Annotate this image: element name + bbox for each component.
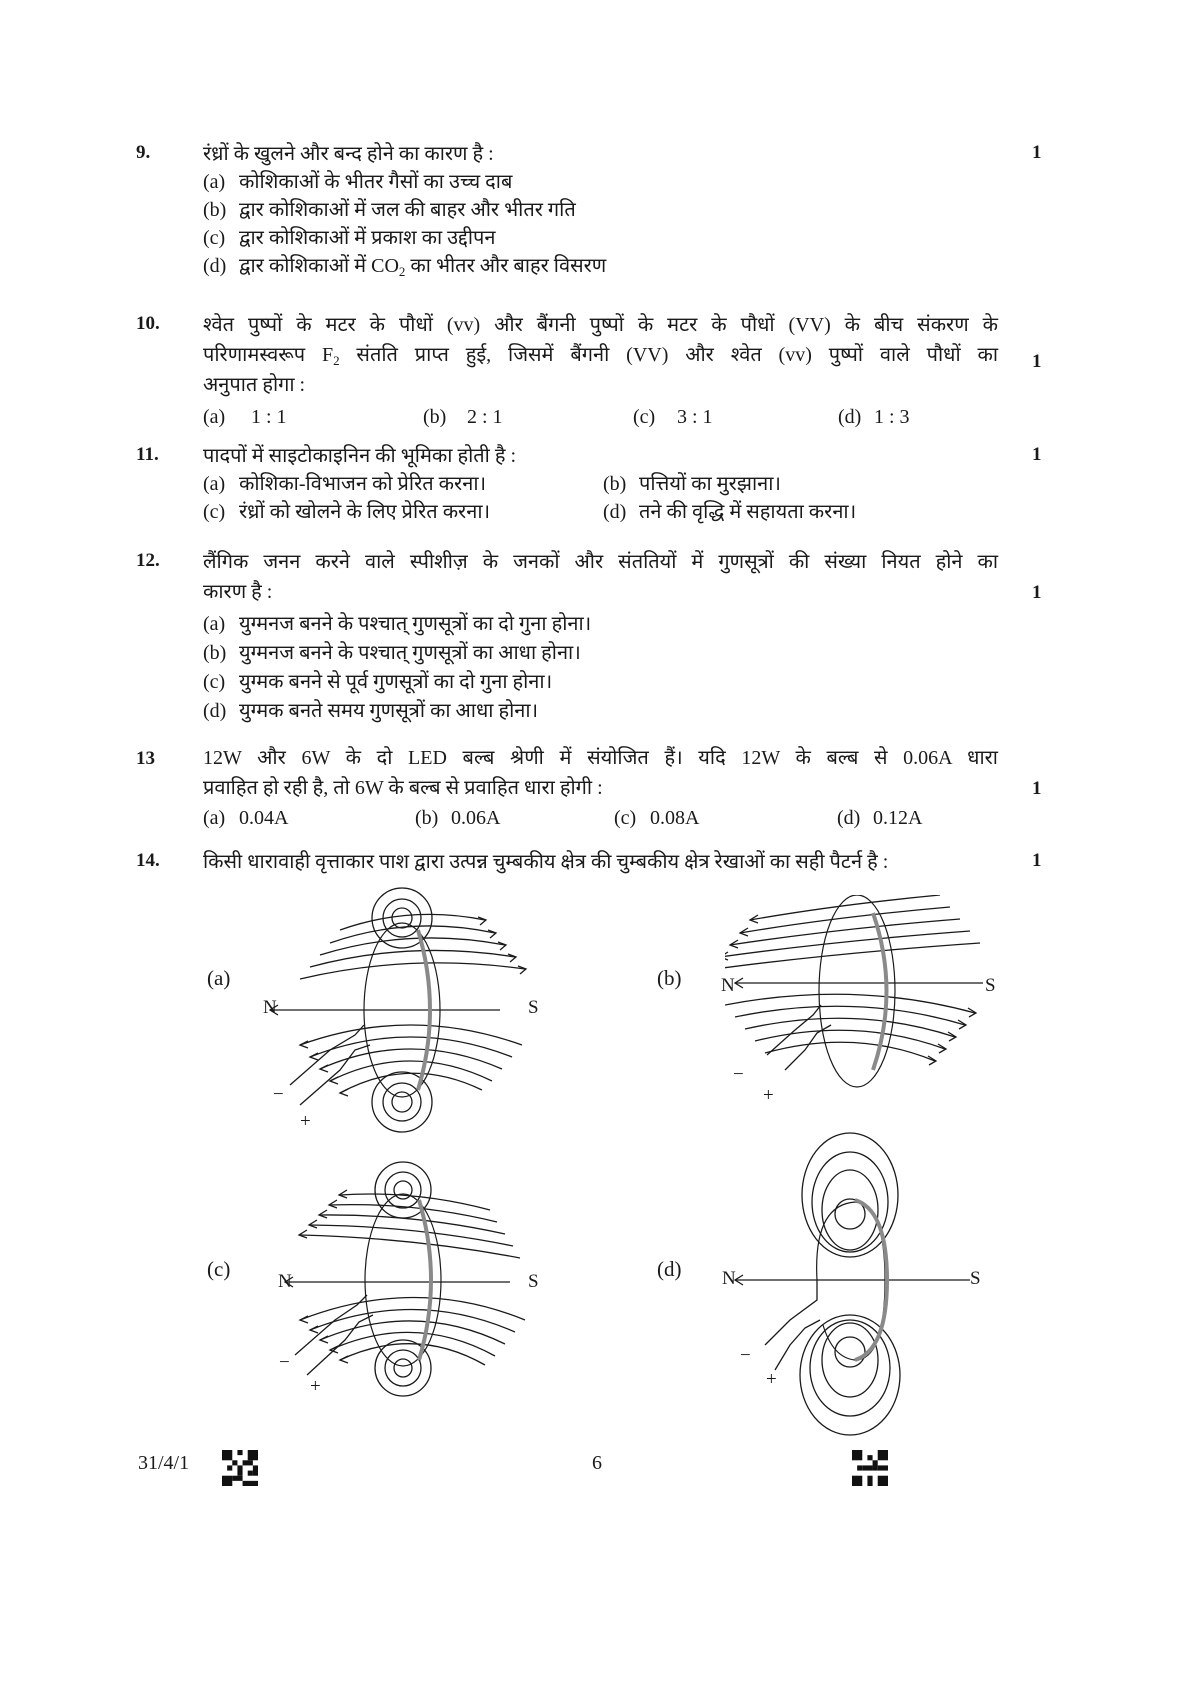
option-label: (d) xyxy=(203,255,227,277)
option-text: रंध्रों को खोलने के लिए प्रेरित करना। xyxy=(239,501,491,523)
option-b xyxy=(203,639,581,667)
option-label: (b) xyxy=(423,406,447,428)
figure-a-field-lines-diagram xyxy=(260,885,560,1140)
figure-b-plus: + xyxy=(763,1085,774,1106)
question-number: 12. xyxy=(136,550,160,571)
question-number: 11. xyxy=(136,444,159,465)
qr-code-icon xyxy=(852,1450,888,1486)
option-text: 0.06A xyxy=(451,807,501,829)
option-text: 0.08A xyxy=(650,807,700,829)
option-label: (a) xyxy=(203,171,226,193)
option-text: द्वार कोशिकाओं में प्रकाश का उद्दीपन xyxy=(239,227,496,249)
figure-c-plus: + xyxy=(310,1376,321,1397)
option-label: (a) xyxy=(203,613,226,635)
option-label: (c) xyxy=(614,807,637,829)
question-text-line-1: 12W और 6W के दो LED बल्ब श्रेणी में संयोजित हैं। यदि 12W के बल्ब से 0.06A धारा xyxy=(203,747,998,769)
option-b xyxy=(415,804,500,832)
question-text-line-3: अनुपात होगा : xyxy=(203,374,306,396)
paper-code: 31/4/1 xyxy=(138,1452,190,1474)
figure-label-d: (d) xyxy=(657,1257,682,1281)
option-label: (c) xyxy=(203,227,226,249)
option-text: युग्मक बनने से पूर्व गुणसूत्रों का दो गुना होना। xyxy=(239,671,553,693)
figure-label-c: (c) xyxy=(207,1257,231,1281)
option-c xyxy=(614,804,699,832)
figure-c-south: S xyxy=(528,1271,539,1292)
question-text-line-2: प्रवाहित हो रही है, तो 6W के बल्ब से प्रवाहित धारा होगी : xyxy=(203,777,603,799)
option-c xyxy=(203,498,490,526)
option-text: पत्तियों का मुरझाना। xyxy=(639,473,781,495)
option-label: (c) xyxy=(203,501,226,523)
option-label: (d) xyxy=(203,700,227,722)
figure-a-north: N xyxy=(263,997,277,1018)
option-text: 1 : 3 xyxy=(874,406,910,428)
option-text: तने की वृद्धि में सहायता करना। xyxy=(639,501,857,523)
question-text: किसी धारावाही वृत्ताकार पाश द्वारा उत्पन्न चुम्बकीय क्षेत्र की चुम्बकीय क्षेत्र रेखाओं का सही पैटर्न है : xyxy=(203,851,889,873)
figure-b-south: S xyxy=(985,975,996,996)
option-label: (a) xyxy=(203,473,226,495)
question-text-line-2 xyxy=(203,341,998,369)
option-a xyxy=(203,470,486,498)
figure-label-a: (a) xyxy=(207,966,231,990)
page-number: 6 xyxy=(592,1452,602,1474)
question-number: 13 xyxy=(136,748,155,769)
option-a xyxy=(203,610,591,638)
question-text-line-1: श्वेत पुष्पों के मटर के पौधों (vv) और बैंगनी पुष्पों के मटर के पौधों (VV) के बीच संकरण के xyxy=(203,314,998,336)
figure-c-field-lines-diagram xyxy=(275,1160,555,1400)
option-label: (b) xyxy=(415,807,439,829)
marks: 1 xyxy=(1032,582,1042,603)
question-text: पादपों में साइटोकाइनिन की भूमिका होती है : xyxy=(203,445,517,467)
question-text-line-1: लैंगिक जनन करने वाले स्पीशीज़ के जनकों और संततियों में गुणसूत्रों की संख्या नियत होने का xyxy=(203,551,998,573)
option-text: युग्मनज बनने के पश्चात् गुणसूत्रों का दो गुना होना। xyxy=(239,613,592,635)
option-label: (a) xyxy=(203,807,226,829)
question-text-line-2: कारण है : xyxy=(203,581,273,603)
option-d xyxy=(837,804,922,832)
marks: 1 xyxy=(1032,142,1042,163)
option-b xyxy=(603,470,781,498)
question-number: 10. xyxy=(136,313,160,334)
qr-code-icon xyxy=(222,1450,258,1486)
option-label: (c) xyxy=(633,406,656,428)
option-text: युग्मक बनते समय गुणसूत्रों का आधा होना। xyxy=(239,700,539,722)
option-d xyxy=(203,697,538,725)
question-number: 14. xyxy=(136,850,160,871)
marks: 1 xyxy=(1032,778,1042,799)
text: संतति प्राप्त हुई, जिसमें बैंगनी (VV) और श्वेत (vv) पुष्पों वाले पौधों का xyxy=(339,344,999,366)
marks: 1 xyxy=(1032,351,1042,372)
option-b xyxy=(203,196,576,224)
figure-a-minus: − xyxy=(273,1084,284,1105)
figure-d-minus: − xyxy=(740,1345,751,1366)
option-text: 2 : 1 xyxy=(467,406,503,428)
option-text: द्वार कोशिकाओं में जल की बाहर और भीतर गति xyxy=(239,199,576,221)
option-label: (b) xyxy=(203,642,227,664)
figure-c-north: N xyxy=(278,1271,292,1292)
option-label: (d) xyxy=(603,501,627,523)
figure-b-minus: − xyxy=(733,1064,744,1085)
option-label: (b) xyxy=(203,199,227,221)
figure-label-b: (b) xyxy=(657,966,682,990)
option-c xyxy=(633,403,713,431)
option-label: (d) xyxy=(837,807,861,829)
option-a xyxy=(203,168,512,196)
option-label: (c) xyxy=(203,671,226,693)
option-b xyxy=(423,403,503,431)
figure-a-south: S xyxy=(528,997,539,1018)
marks: 1 xyxy=(1032,444,1042,465)
option-text: कोशिका-विभाजन को प्रेरित करना। xyxy=(239,473,487,495)
option-text: द्वार कोशिकाओं में CO xyxy=(239,255,399,277)
option-text-cont: का भीतर और बाहर विसरण xyxy=(405,255,607,277)
option-text: 3 : 1 xyxy=(677,406,713,428)
option-label: (b) xyxy=(603,473,627,495)
figure-c-minus: − xyxy=(279,1352,290,1373)
option-c xyxy=(203,668,552,696)
question-number: 9. xyxy=(136,142,151,163)
option-d xyxy=(838,403,910,431)
option-c xyxy=(203,224,495,252)
figure-d-north: N xyxy=(722,1268,736,1289)
marks: 1 xyxy=(1032,850,1042,871)
option-d xyxy=(203,252,606,280)
figure-a-plus: + xyxy=(300,1111,311,1132)
option-text: कोशिकाओं के भीतर गैसों का उच्च दाब xyxy=(239,171,513,193)
option-text: युग्मनज बनने के पश्चात् गुणसूत्रों का आधा होना। xyxy=(239,642,581,664)
option-label: (a) xyxy=(203,406,226,428)
option-a xyxy=(203,804,288,832)
figure-d-south: S xyxy=(970,1268,981,1289)
figure-d-plus: + xyxy=(766,1369,777,1390)
question-text: रंध्रों के खुलने और बन्द होने का कारण है : xyxy=(203,143,494,165)
figure-b-field-lines-diagram xyxy=(725,895,995,1105)
text: परिणामस्वरूप F xyxy=(203,344,334,366)
option-label: (d) xyxy=(838,406,862,428)
option-text: 1 : 1 xyxy=(251,406,287,428)
subscript: 2 xyxy=(333,353,340,368)
option-text: 0.12A xyxy=(873,807,923,829)
figure-b-north: N xyxy=(721,975,735,996)
option-text: 0.04A xyxy=(239,807,289,829)
option-d xyxy=(603,498,856,526)
subscript: 2 xyxy=(398,264,406,279)
figure-d-field-lines-diagram xyxy=(725,1130,995,1450)
option-a xyxy=(203,403,287,431)
